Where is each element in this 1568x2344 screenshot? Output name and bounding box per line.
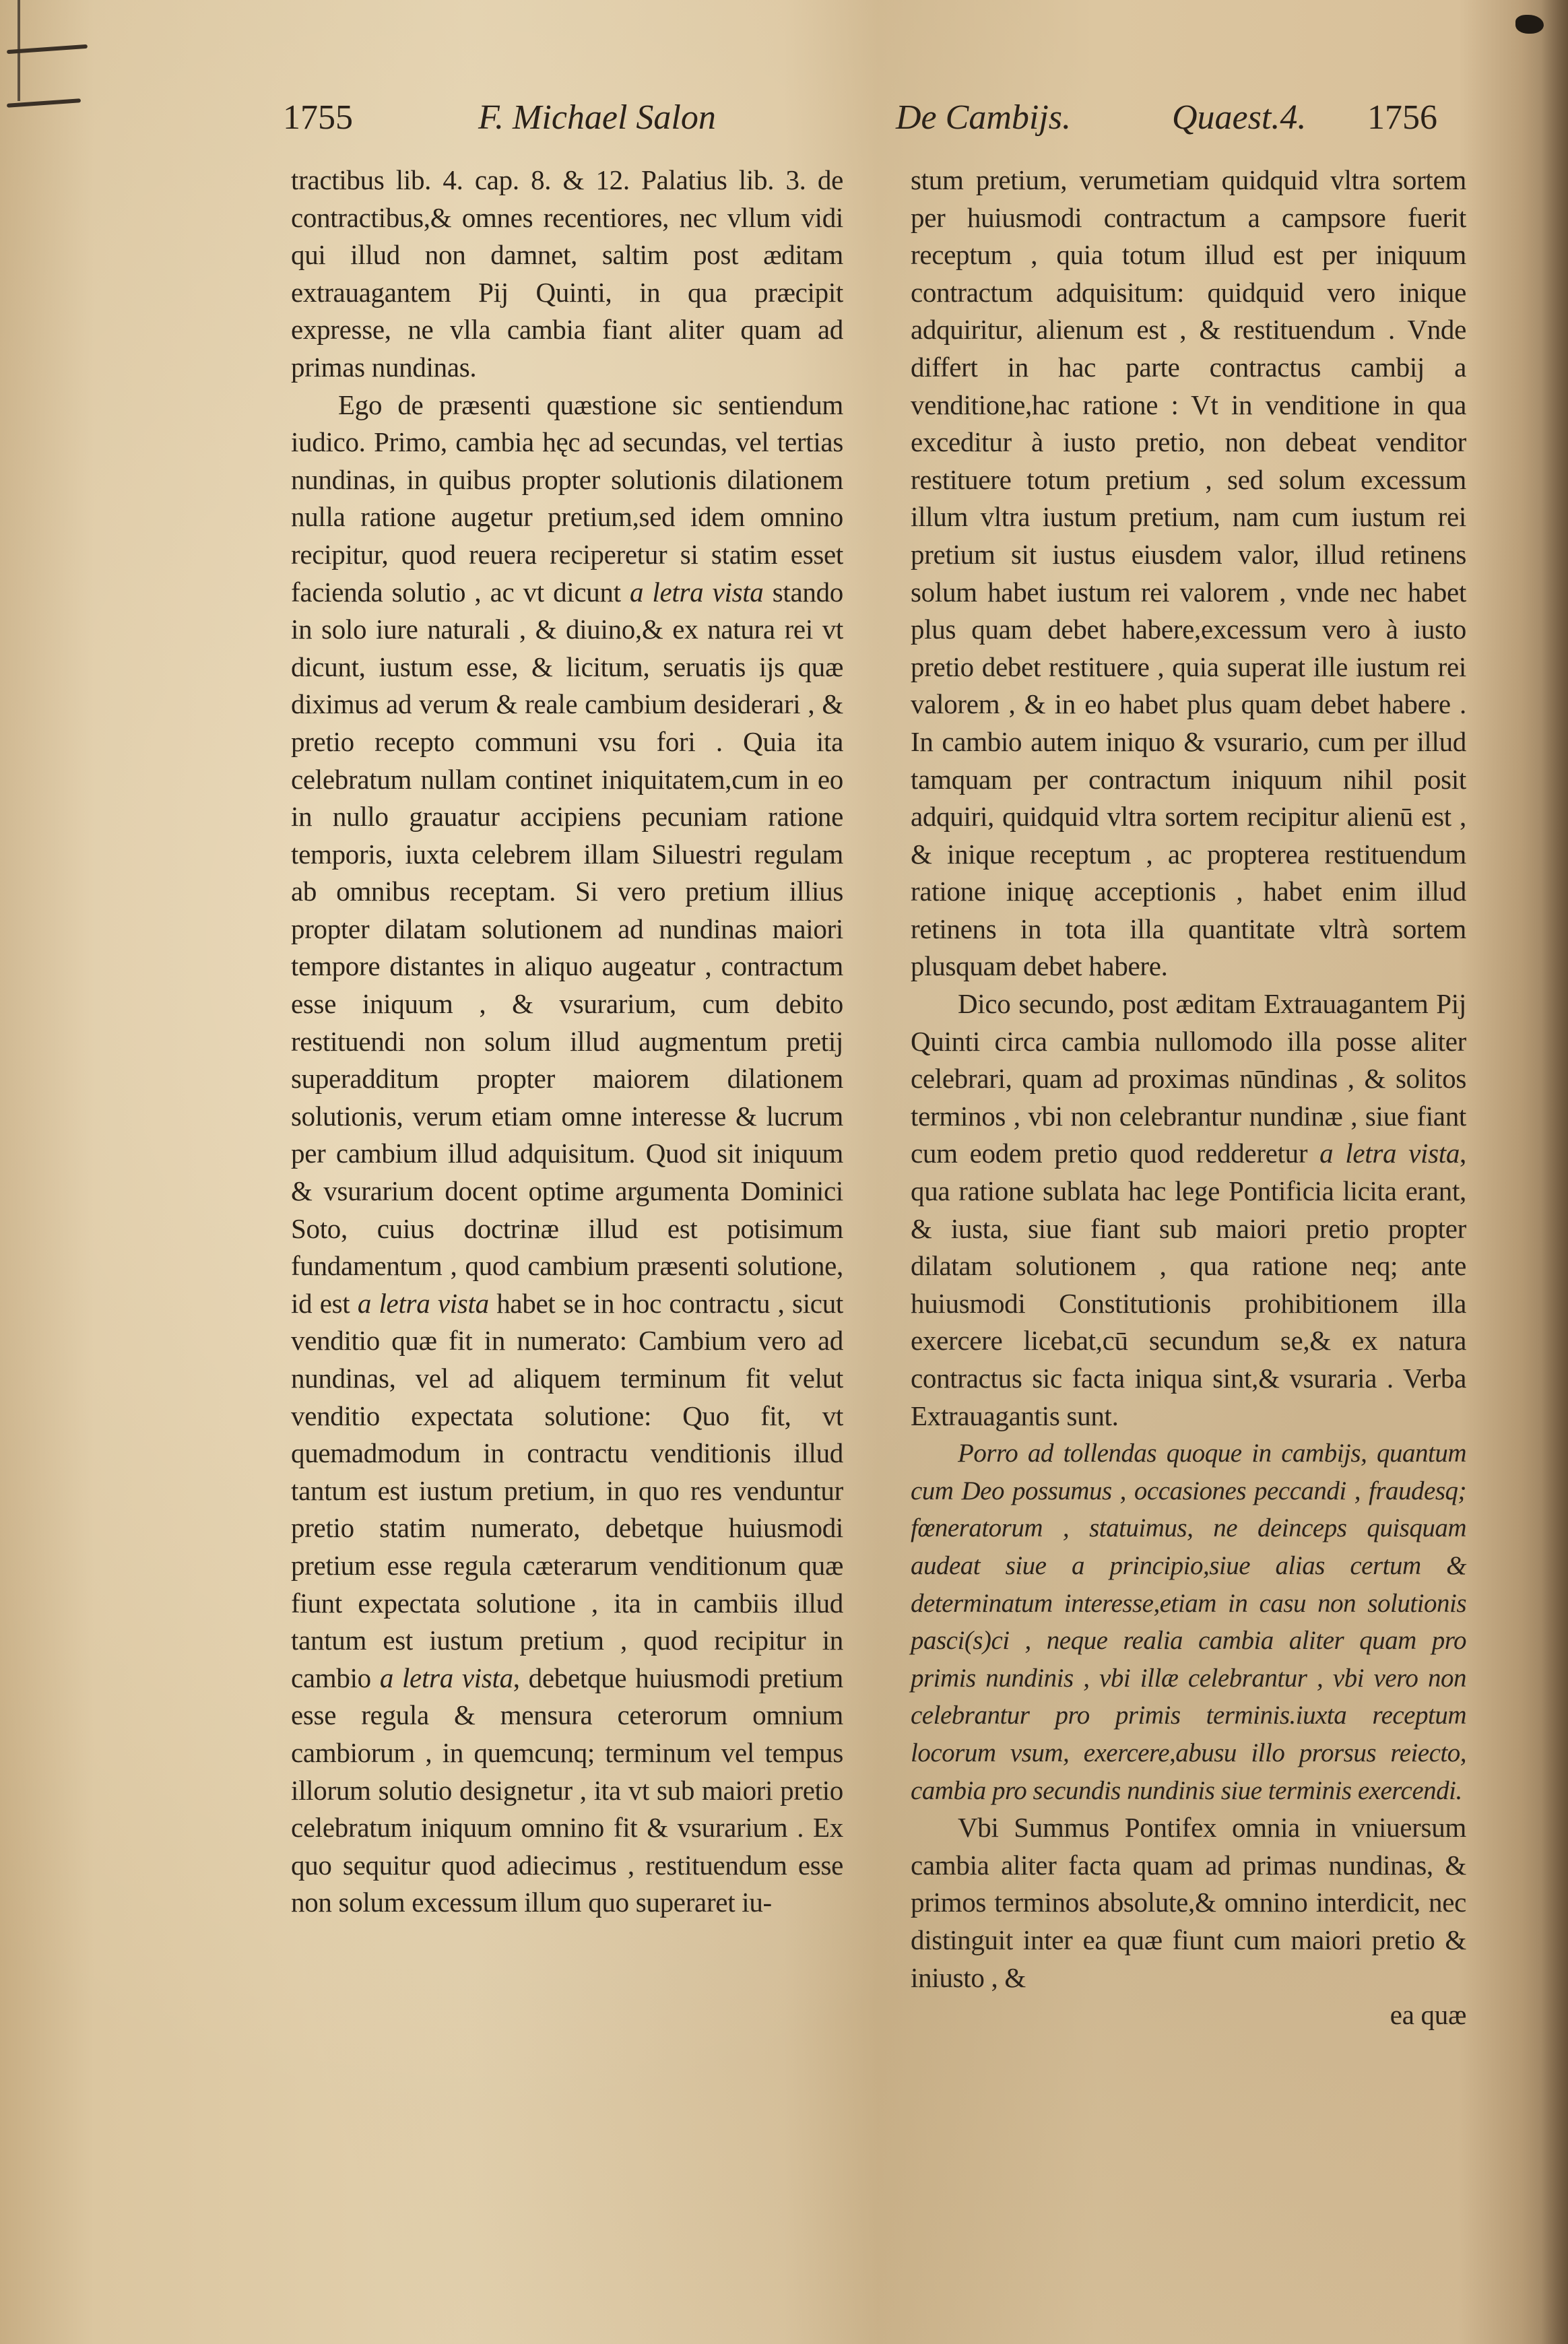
italic-phrase: a letra vista	[630, 576, 764, 608]
running-header	[283, 94, 1468, 141]
italic-phrase: a letra vista	[379, 1662, 513, 1693]
paragraph: Ego de præsenti quæstione sic sentiendum iudico. Primo, cambia hęc ad secundas, vel tertias nundinas, in quibus propter solutionis dilationem nulla ratione augetur pretium,sed idem omnino recipitur, quod reuera reciperetur si statim esset facienda solutio , ac vt dicunt a letra vista stando in solo iure naturali , & diuino,& ex natura rei vt dicunt, iustum esse, & licitum, seruatis ijs quæ diximus ad verum & reale cambium desiderari , & pretio recepto communi vsu fori . Quia ita celebratum nullam continet iniquitatem,cum in eo in nullo grauatur accipiens pecuniam ratione temporis, iuxta celebrem illam Siluestri regulam ab omnibus receptam. Si vero pretium illius propter dilatam solutionem ad nundinas maiori tempore distantes in aliquo augeatur , contractum esse iniquum , & vsurarium, cum debito restituendi non solum illud augmentum pretij superadditum propter maiorem dilationem solutionis, verum etiam omne interesse & lucrum per cambium illud adquisitum. Quod sit iniquum & vsurarium docent optime argumenta Dominici Soto, cuius doctrinæ illud est potisimum fundamentum , quod cambium præsenti solutione, id est a letra vista habet se in hoc contractu , sicut venditio quæ fit in numerato: Cambium vero ad nundinas, vel ad aliquem terminum fit velut venditio expectata solutione: Quo fit, vt quemadmodum in contractu venditionis illud tantum est iustum pretium, in quo res venduntur pretio statim numerato, debetque huiusmodi pretium esse regula cæterarum venditionum quæ fiunt expectata solutione , ita in cambiis illud tantum est iustum pretium , quod recipitur in cambio a letra vista, debetque huiusmodi pretium esse regula & mensura ceterorum omnium cambiorum , in quemcunq; terminum vel tempus illorum solutio designetur , ita vt sub maiori pretio celebratum iniquum omnino fit & vsurarium . Ex quo sequitur quod adiecimus , restituendum esse non solum excessum illum quo superaret iu-	[291, 389, 843, 1918]
ink-blot	[1515, 15, 1544, 34]
catchword: ea quæ	[1390, 1999, 1466, 2031]
running-title-subject: De Cambijs.	[896, 98, 1071, 137]
paragraph: Vbi Summus Pontifex omnia in vniuersum cambia aliter facta quam ad primas nundinas, & primos terminos absolute,& omnino interdicit, nec distinguit inter ea quæ fiunt cum maiori pretio & iniusto , &	[911, 1812, 1466, 1993]
italic-phrase: a letra vista	[357, 1287, 489, 1319]
running-title-author: F. Michael Salon	[478, 98, 716, 137]
italic-phrase: a letra vista	[1319, 1138, 1460, 1169]
text-column-left	[291, 162, 843, 1922]
text-column-right	[911, 162, 1466, 2034]
page-edge-shadow	[1541, 0, 1568, 2344]
page-number-left: 1755	[283, 98, 353, 137]
running-title-question: Quaest.4.	[1172, 98, 1307, 137]
page-number-right: 1756	[1367, 98, 1437, 137]
paragraph: tractibus lib. 4. cap. 8. & 12. Palatius lib. 3. de contractibus,& omnes recentiores, nec vllum vidi qui illud non damnet, saltim post æditam extrauagantem Pij Quinti, in qua præcipit expresse, ne vlla cambia fiant aliter quam ad primas nundinas.	[291, 164, 843, 383]
paragraph: Dico secundo, post æditam Extrauagantem Pij Quinti circa cambia nullomodo illa posse aliter celebrari, quam ad proximas nūndinas , & solitos terminos , vbi non celebrantur nundinæ , siue fiant cum eodem pretio quod redderetur a letra vista, qua ratione sublata hac lege Pontificia licita erant, & iusta, siue fiant sub maiori pretio propter dilatam solutionem , qua ratione neq; ante huiusmodi Constitutionis prohibitionem illa exercere licebat,cū secundum se,& ex natura contractus sic facta iniqua sint,& vsuraria . Verba Extrauagantis sunt.	[911, 988, 1466, 1431]
paragraph: stum pretium, verumetiam quidquid vltra sortem per huiusmodi contractum a campsore fuerit receptum , quia totum illud est per iniquum contractum adquisitum: quidquid vero inique adquiritur, alienum est , & restituendum . Vnde differt in hac parte contractus cambij a venditione,hac ratione : Vt in venditione in qua exceditur à iusto pretio, non debeat venditor restituere totum pretium , sed solum excessum illum vltra iustum pretium, nam cum iustum rei pretium sit iustus eiusdem valor, illud retinens solum habet iustum rei valorem , vnde nec habet plus quam debet habere,excessum vero à iusto pretio debet restituere , quia superat ille iustum rei valorem , & in eo habet plus quam debet habere . In cambio autem iniquo & vsurario, cum per illud tamquam per contractum iniquum nihil posit adquiri, quidquid vltra sortem recipitur alienū est , & inique receptum , ac propterea restituendum ratione iniquę acceptionis , habet enim illud retinens in tota illa quantitate vltrà sortem plusquam debet habere.	[911, 164, 1466, 982]
quoted-extravagant-text: Porro ad tollendas quoque in cambijs, quantum cum Deo possumus , occasiones peccandi , fraudesq; fœneratorum , statuimus, ne deinceps quisquam audeat siue a principio,siue alias certum & determinatum interesse,etiam in casu non solutionis pasci(s)ci , neque realia cambia aliter quam pro primis nundinis , vbi illæ celebrantur , vbi vero non celebrantur pro primis terminis.iuxta receptum locorum vsum, exercere,abusu illo prorsus reiecto, cambia pro secundis nundinis siue terminis exercendi.	[911, 1439, 1466, 1805]
